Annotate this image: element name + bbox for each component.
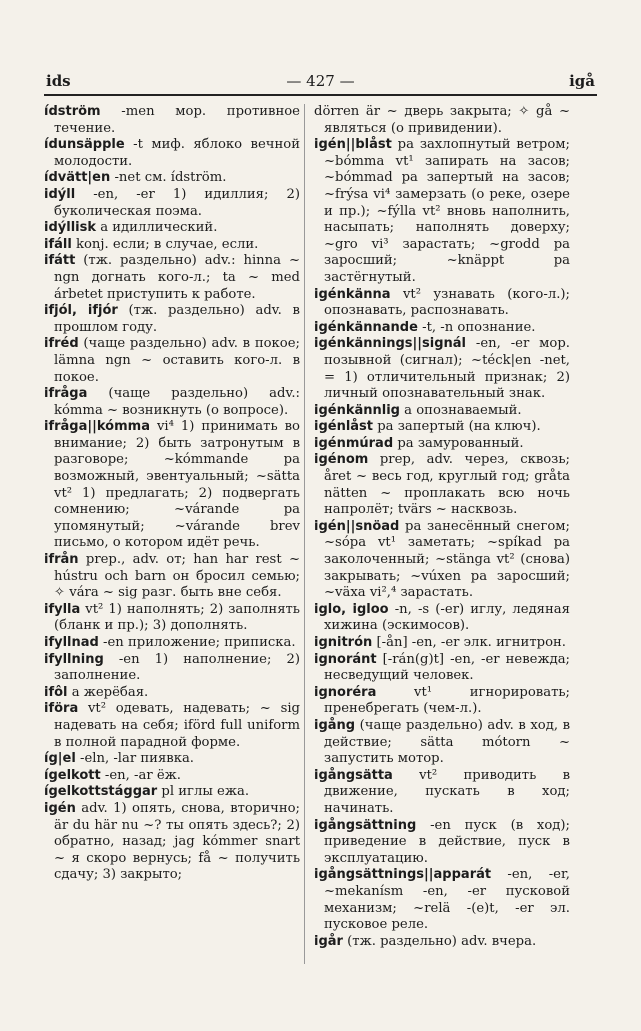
entry-headword: ignoréra	[314, 684, 377, 700]
entry-headword: igén	[44, 800, 76, 816]
dictionary-entry	[314, 436, 570, 453]
entry-definition: prep, adv. через, сквозь; året ~ весь год, круглый год; gråta nätten ~ проплакать всю ночь напролёт; tvärs ~ насквозь.	[324, 452, 570, 518]
dictionary-entry	[314, 519, 570, 602]
entry-headword: igénkänna	[314, 286, 391, 302]
entry-headword: ifôl	[44, 684, 68, 700]
dictionary-entry	[44, 336, 300, 386]
entry-headword: igénmúrad	[314, 435, 394, 451]
dictionary-entry	[44, 801, 300, 884]
dictionary-entry	[44, 237, 300, 254]
entry-headword: idýll	[44, 186, 76, 202]
dictionary-entry	[44, 104, 300, 137]
entry-definition: -en, -er мор. позывной (сигнал); ~téck|en -net, = 1) отличительный признак; 2) личный опознавательный знак.	[324, 336, 570, 402]
entry-definition: -en, -er, ~mekanísm -en, -er пусковой механизм; ~relä -(e)t, -er эл. пусковое реле.	[324, 867, 570, 933]
entry-headword: igénom	[314, 452, 369, 468]
entry-headword: ifrån	[44, 552, 79, 568]
running-header	[44, 70, 597, 96]
entry-definition: (тж. раздельно) adv. вчера.	[342, 933, 537, 949]
column-divider	[304, 104, 305, 964]
entry-definition: (чаще раздельно) adv. в покое; lämna ngn ~ оставить кого-л. в покое.	[54, 336, 300, 385]
entry-definition: -en, -ar ёж.	[100, 767, 181, 783]
right-column	[314, 104, 570, 950]
dictionary-entry	[44, 602, 300, 635]
dictionary-entry	[314, 818, 570, 868]
entry-headword: ignoránt	[314, 651, 377, 667]
entry-headword: igénkännlig	[314, 402, 400, 418]
entry-definition: [-rán(g)t] -en, -er невежда; несведущий человек.	[324, 651, 570, 684]
entry-headword: ígelkottstággar	[44, 784, 158, 800]
entry-definition: -eln, -lar пиявка.	[75, 751, 194, 767]
entry-headword: ifråga	[44, 386, 88, 402]
entry-definition: konj. если; в случае, если.	[71, 236, 259, 252]
dictionary-entry	[44, 635, 300, 652]
dictionary-entry	[314, 452, 570, 518]
dictionary-entry	[314, 867, 570, 933]
entry-headword: ignitrón	[314, 635, 373, 650]
entry-definition: vt² одевать, надевать; ~ sig надевать на себя; iförd full uniform в полной парадной форме.	[54, 701, 300, 750]
entry-definition: prep., adv. от; han har rest ~ hústru och barn он бросил семью; ✧ vára ~ sig разг. быть вне себя.	[54, 552, 300, 601]
entry-definition: a идиллический.	[96, 220, 218, 236]
entry-headword: ifråga||kómma	[44, 419, 150, 435]
entry-definition: -en пуск (в ход); приведение в действие, пуск в эксплуатацию.	[324, 817, 570, 866]
entry-definition: -en 1) наполнение; 2) заполнение.	[54, 651, 300, 684]
entry-definition: dörren är ~ дверь закрыта; ✧ gå ~ являться (о привидении).	[314, 104, 570, 136]
entry-definition: vi⁴ 1) принимать во внимание; 2) быть затронутым в разговоре; ~kómmande pa возможный, эвентуальный; ~sätta vt² 1) предлагать; 2) подвергать сомнению; ~várande pa упомянутый; ~várande brev письмо, о котором идёт речь.	[54, 419, 300, 551]
entry-definition: vt¹ игнорировать; пренебрегать (чем-л.).	[324, 684, 570, 717]
entry-definition: -n, -s (-er) иглу, ледяная хижина (эскимосов).	[324, 601, 570, 634]
entry-definition: vt² узнавать (кого-л.); опознавать, распознавать.	[324, 286, 570, 319]
dictionary-entry	[314, 137, 570, 286]
entry-definition: adv. 1) опять, снова, вторично; är du här nu ~? ты опять здесь?; 2) обратно, назад; jag kómmer snart ~ я скоро вернусь; få ~ получить сдачу; 3) закрыто;	[54, 800, 300, 883]
entry-definition: a жерёбая.	[67, 684, 149, 700]
dictionary-entry	[314, 934, 570, 951]
entry-headword: iföra	[44, 701, 79, 717]
dictionary-entry	[314, 718, 570, 768]
entry-headword: ídvätt|en	[44, 170, 111, 186]
dictionary-entry	[314, 320, 570, 337]
entry-headword: ídström	[44, 104, 101, 119]
dictionary-entry	[44, 652, 300, 685]
header-guide-word-left: ids	[46, 72, 71, 90]
entry-headword: íg|el	[44, 751, 76, 767]
entry-definition: pa занесённый снегом; ~sópa vt¹ заметать; ~spíkad pa заколоченный; ~stänga vt² (снова) закрывать; ~vúxen pa заросший; ~växa vi²,⁴ зарастать.	[324, 518, 570, 601]
entry-headword: igén||snöad	[314, 518, 400, 534]
dictionary-entry	[44, 685, 300, 702]
dictionary-entry	[44, 137, 300, 170]
dictionary-entry	[314, 652, 570, 685]
dictionary-entry	[44, 751, 300, 768]
dictionary-entry	[314, 336, 570, 402]
dictionary-entry	[314, 403, 570, 420]
header-guide-word-right: igå	[569, 72, 595, 90]
dictionary-entry	[314, 635, 570, 652]
entry-headword: ígelkott	[44, 767, 101, 783]
entry-headword: igång	[314, 717, 356, 733]
entry-definition: -en приложение; приписка.	[98, 635, 296, 650]
entry-headword: igångsätta	[314, 767, 393, 783]
entry-headword: idýllisk	[44, 220, 96, 236]
entry-headword: igénlåst	[314, 419, 374, 435]
entry-definition: (тж. раздельно) adv.: hinna ~ ngn догнать кого-л.; ta ~ med árbetet приступить к работе.	[54, 253, 300, 302]
entry-headword: ifáll	[44, 236, 72, 252]
entry-headword: igénkännings||signál	[314, 336, 466, 352]
dictionary-entry	[44, 701, 300, 751]
entry-definition: (чаще раздельно) adv. в ход, в действие; sätta mótorn ~ запустить мотор.	[324, 717, 570, 767]
entry-headword: ifyllnad	[44, 635, 99, 650]
dictionary-entry	[314, 768, 570, 818]
entry-headword: igår	[314, 933, 343, 949]
entry-headword: ifyllning	[44, 651, 104, 667]
dictionary-entry	[314, 685, 570, 718]
entry-definition: vt² 1) наполнять; 2) заполнять (бланк и пр.); 3) дополнять.	[54, 601, 300, 634]
entry-definition: pa запертый (на ключ).	[373, 419, 541, 435]
dictionary-entry	[314, 602, 570, 635]
entry-headword: igén||blåst	[314, 137, 392, 153]
entry-headword: ifátt	[44, 253, 76, 269]
entry-definition: (тж. раздельно) adv. в прошлом году.	[54, 303, 300, 335]
dictionary-entry	[44, 253, 300, 303]
dictionary-entry	[44, 170, 300, 187]
entry-definition: vt² приводить в движение, пускать в ход; начинать.	[324, 767, 570, 816]
entry-headword: igångsättning	[314, 817, 417, 833]
dictionary-entry	[314, 104, 570, 137]
entry-headword: igénkännande	[314, 319, 418, 335]
entry-headword: igångsättnings||apparát	[314, 867, 492, 883]
page-number: — 427 —	[286, 72, 355, 90]
entry-definition: a опознаваемый.	[399, 402, 522, 418]
entry-definition: (чаще раздельно) adv.: kómma ~ возникнуть (о вопросе).	[54, 386, 300, 418]
entry-definition: -men мор. противное течение.	[54, 104, 300, 136]
dictionary-entry	[44, 386, 300, 419]
entry-definition: pl иглы ежа.	[157, 784, 250, 800]
entry-definition: -net см. ídström.	[110, 170, 227, 186]
entry-definition: pa захлопнутый ветром; ~bómma vt¹ запирать на засов; ~bómmad pa запертый на засов; ~frýsa vi⁴ замерзать (о реке, озере и пр.); ~fýlla vt² вновь наполнить, насыпать; наполнять доверху; ~gro vi³ зарастать; ~grodd pa заросший; ~knäppt pa застёгнутый.	[324, 137, 570, 285]
dictionary-entry	[44, 552, 300, 602]
entry-headword: ifjól, ifjór	[44, 303, 118, 319]
dictionary-entry	[44, 187, 300, 220]
entry-definition: -en, -er 1) идиллия; 2) буколическая поэма.	[54, 186, 300, 219]
dictionary-entry	[44, 784, 300, 801]
entry-headword: iglo, igloo	[314, 601, 389, 617]
left-column	[44, 104, 300, 884]
dictionary-entry	[44, 419, 300, 552]
entry-definition: pa замурованный.	[393, 435, 524, 451]
dictionary-entry	[44, 303, 300, 336]
entry-definition: -t, -n опознание.	[417, 319, 536, 335]
dictionary-entry	[44, 220, 300, 237]
entry-headword: ifréd	[44, 336, 79, 352]
entry-definition: [-ån] -en, -er элк. игнитрон.	[372, 635, 567, 650]
dictionary-entry	[44, 768, 300, 785]
dictionary-entry	[314, 287, 570, 320]
entry-definition: -t миф. яблоко вечной молодости.	[54, 137, 300, 169]
entry-headword: ídunsäpple	[44, 137, 125, 153]
dictionary-entry	[314, 419, 570, 436]
entry-headword: ifylla	[44, 601, 81, 617]
